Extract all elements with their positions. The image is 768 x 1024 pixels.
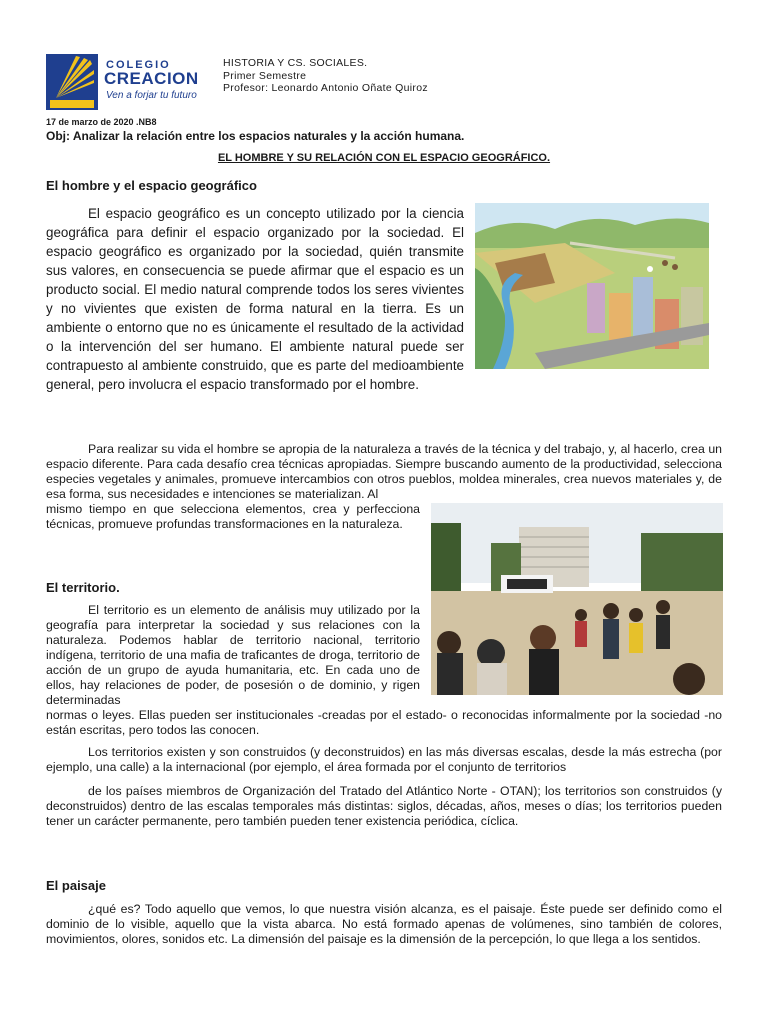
teacher-label: Profesor: Leonardo Antonio Oñate Quiroz xyxy=(223,82,428,94)
paragraph-espacio-2-cont: mismo tiempo en que selecciona elementos, crea y perfecciona técnicas, promueve profundas transformaciones en la naturaleza. xyxy=(46,502,420,531)
course-header xyxy=(223,57,428,95)
paragraph-espacio-1: El espacio geográfico es un concepto utilizado por la ciencia geográfica para definir el espacio organizado por la sociedad. El espacio geográfico es organizado por la sociedad, quién transmite sus valores, en consecuencia se puede afirmar que el espacio es un producto social. El medio natural comprende todos los seres vivientes y no vivientes que existen de forma natural en la tierra. Es un ambiente o entorno que no es únicamente el resultado de la actividad o la intervención del ser humano. El ambiente natural puede ser contrapuesto al ambiente construido, que es parte del medioambiente general, pero involucra el espacio transformado por el hombre. xyxy=(46,206,464,392)
paragraph-territorio-3: de los países miembros de Organización del Tratado del Atlántico Norte - OTAN); los territorios son construidos (y deconstruidos) dentro de las escalas temporales más distintas: siglos, décadas, años, meses o días; los territorios pueden tener un carácter permanente, pero también pueden tener existencia periódica, cíclica. xyxy=(46,784,722,828)
landscape-illustration xyxy=(475,203,709,369)
section-heading-territorio: El territorio. xyxy=(46,580,120,595)
page-title: EL HOMBRE Y SU RELACIÓN CON EL ESPACIO GEOGRÁFICO. xyxy=(217,152,551,164)
logo-line1: COLEGIO xyxy=(106,59,171,71)
school-logo xyxy=(46,54,204,110)
paragraph-espacio-2: Para realizar su vida el hombre se apropia de la naturaleza a través de la técnica y del trabajo, y, al hacerlo, crea un espacio diferente. Para cada desafío crea técnicas apropiadas. Siempre buscando aumento de la productividad, selecciona especies vegetales y animales, promueve intercambios con otros pueblos, moldea minerales, crea nuevos materiales y, de esa forma, sus necesidades e intenciones se materializan. Al xyxy=(46,442,722,501)
logo-line2: CREACION xyxy=(104,69,199,88)
paragraph-territorio-1-cont: normas o leyes. Ellas pueden ser institucionales -creadas por el estado- o reconocidas informalmente por la sociedad -no están escritas, pero todos las conocen. xyxy=(46,708,722,737)
territory-photo xyxy=(431,503,723,695)
date-label: 17 de marzo de 2020 .NB8 xyxy=(46,117,157,127)
paragraph-paisaje-1: ¿qué es? Todo aquello que vemos, lo que nuestra visión alcanza, es el paisaje. Éste puede ser definido como el dominio de lo visible, aquello que la vista abarca. No está formado apenas de volúmenes, sino también de colores, movimientos, olores, sonidos etc. La dimensión del paisaje es la dimensión de la percepción, lo que llega a los sentidos. xyxy=(46,902,722,946)
semester-label: Primer Semestre xyxy=(223,69,307,82)
logo-slogan: Ven a forjar tu futuro xyxy=(106,90,197,101)
section-heading-espacio: El hombre y el espacio geográfico xyxy=(46,178,257,193)
objective-text: Obj: Analizar la relación entre los espacios naturales y la acción humana. xyxy=(46,129,465,143)
section-heading-paisaje: El paisaje xyxy=(46,878,106,893)
paragraph-territorio-1: El territorio es un elemento de análisis muy utilizado por la geografía para interpretar la sociedad y sus relaciones con la naturaleza. Podemos hablar de territorio nacional, territorio indígena, territorio de una mafia de traficantes de droga, territorio de acción de un grupo de ayuda humanitaria, etc. En cada uno de ellos, hay relaciones de poder, de posesión o de dominio, y rigen determinadas xyxy=(46,603,420,707)
subject-label: HISTORIA Y CS. SOCIALES. xyxy=(223,57,368,69)
logo-emblem-icon xyxy=(46,54,98,110)
paragraph-territorio-2: Los territorios existen y son construidos (y deconstruidos) en las más diversas escalas, desde la más estrecha (por ejemplo, una calle) a la internacional (por ejemplo, el área formada por el conjunto de territorios xyxy=(46,745,722,774)
